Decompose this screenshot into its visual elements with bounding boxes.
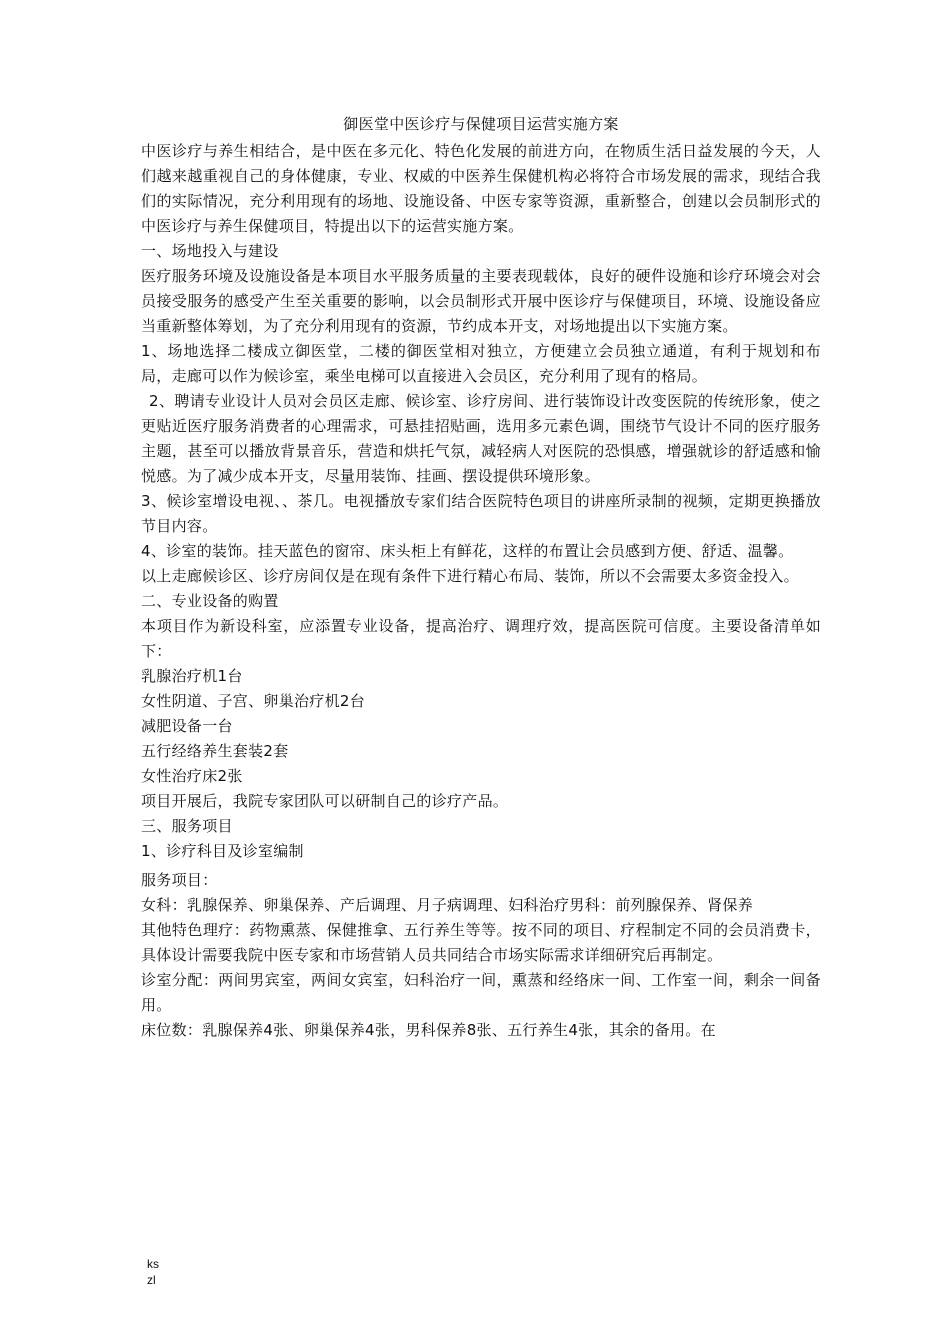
footer-line: zl — [147, 1273, 156, 1287]
equipment-item: 乳腺治疗机1台 — [141, 667, 243, 685]
paragraph: 项目开展后，我院专家团队可以研制自己的诊疗产品。 — [141, 792, 509, 810]
equipment-item: 女性治疗床2张 — [141, 767, 243, 785]
paragraph: 女科：乳腺保养、卵巢保养、产后调理、月子病调理、妇科治疗男科：前列腺保养、肾保养 — [141, 896, 754, 914]
paragraph: 医疗服务环境及设施设备是本项目水平服务质量的主要表现载体，良好的硬件设施和诊疗环境会对会员接受服务的感受产生至关重要的影响，以会员制形式开展中医诊疗与保健项目，环境、设施设备应当重新整体筹划，为了充分利用现有的资源，节约成本开支，对场地提出以下实施方案。 — [141, 267, 821, 335]
intro-paragraph: 中医诊疗与养生相结合，是中医在多元化、特色化发展的前进方向，在物质生活日益发展的今天，人们越来越重视自己的身体健康，专业、权威的中医养生保健机构必将符合市场发展的需求，现结合我们的实际情况，充分利用现有的场地、设施设备、中医专家等资源，重新整合，创建以会员制形式的中医诊疗与养生保健项目，特提出以下的运营实施方案。 — [141, 142, 821, 235]
list-item: 1、场地选择二楼成立御医堂，二楼的御医堂相对独立，方便建立会员独立通道，有利于规划和布局，走廊可以作为候诊室，乘坐电梯可以直接进入会员区，充分利用了现有的格局。 — [141, 342, 821, 385]
footer-mark — [147, 1256, 159, 1288]
paragraph: 本项目作为新设科室，应添置专业设备，提高治疗、调理疗效，提高医院可信度。主要设备清单如下： — [141, 617, 821, 660]
section-heading-1: 一、场地投入与建设 — [141, 242, 279, 260]
section-heading-3: 三、服务项目 — [141, 817, 233, 835]
paragraph: 服务项目： — [141, 871, 218, 889]
equipment-item: 五行经络养生套装2套 — [141, 742, 289, 760]
paragraph: 其他特色理疗：药物熏蒸、保健推拿、五行养生等等。按不同的项目、疗程制定不同的会员消费卡，具体设计需要我院中医专家和市场营销人员共同结合市场实际需求详细研究后再制定。 — [141, 921, 821, 964]
footer-line: ks — [147, 1257, 159, 1271]
list-item: 2、聘请专业设计人员对会员区走廊、候诊室、诊疗房间、进行装饰设计改变医院的传统形象，使之更贴近医疗服务消费者的心理需求，可悬挂招贴画，选用多元素色调，围绕节气设计不同的医疗服务主题，甚至可以播放背景音乐，营造和烘托气氛，减轻病人对医院的恐惧感，增强就诊的舒适感和愉悦感。为了减少成本开支，尽量用装饰、挂画、摆设提供环境形象。 — [141, 392, 821, 485]
sub-heading: 1、诊疗科目及诊室编制 — [141, 842, 304, 860]
paragraph: 以上走廊候诊区、诊疗房间仅是在现有条件下进行精心布局、装饰，所以不会需要太多资金投入。 — [141, 567, 799, 585]
list-item: 4、诊室的装饰。挂天蓝色的窗帘、床头柜上有鲜花，这样的布置让会员感到方便、舒适、温馨。 — [141, 542, 794, 560]
equipment-item: 女性阴道、子宫、卵巢治疗机2台 — [141, 692, 366, 710]
equipment-item: 减肥设备一台 — [141, 717, 233, 735]
paragraph: 诊室分配：两间男宾室，两间女宾室，妇科治疗一间，熏蒸和经络床一间、工作室一间，剩余一间备用。 — [141, 971, 821, 1014]
document-page — [141, 112, 821, 1043]
section-heading-2: 二、专业设备的购置 — [141, 592, 279, 610]
list-item: 3、候诊室增设电视、、茶几。电视播放专家们结合医院特色项目的讲座所录制的视频，定期更换播放节目内容。 — [141, 492, 821, 535]
paragraph: 床位数：乳腺保养4张、卵巢保养4张，男科保养8张、五行养生4张，其余的备用。在 — [141, 1021, 716, 1039]
document-title: 御医堂中医诊疗与保健项目运营实施方案 — [343, 115, 619, 133]
